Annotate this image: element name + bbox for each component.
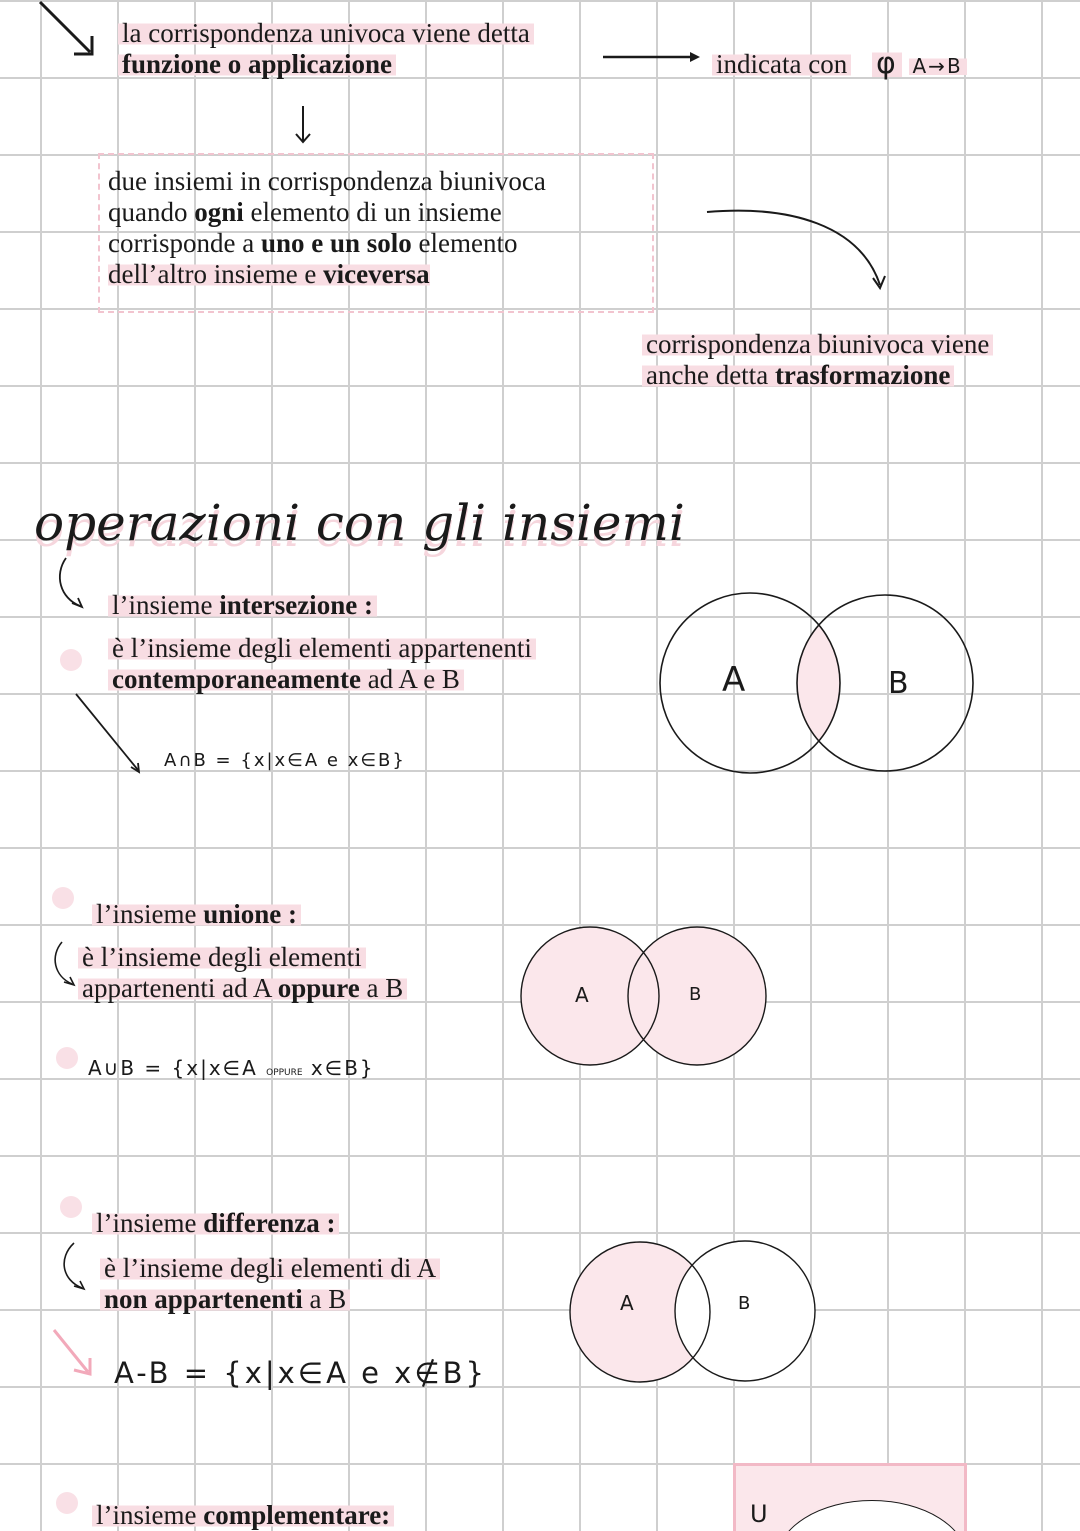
text-line: è l’insieme degli elementi appartenenti <box>108 633 536 663</box>
section-title: operazioni con gli insiemi <box>34 494 685 552</box>
intersezione-formula: A∩B = {x|x∈A e x∈B} <box>164 750 406 771</box>
text-part: a B <box>359 973 404 1003</box>
text-part: anche detta <box>646 360 775 390</box>
text-part: a B <box>302 1284 347 1314</box>
bold-term: funzione o applicazione <box>118 49 396 79</box>
bold-term: intersezione : <box>219 590 373 620</box>
biunivoca-definition <box>108 166 546 290</box>
complementare-heading <box>92 1500 394 1531</box>
bullet-dot <box>56 1492 78 1514</box>
text-line: corrispondenza biunivoca viene <box>642 329 993 359</box>
bold-term: uno e un solo <box>260 228 412 258</box>
intersection-venn-diagram <box>650 585 990 785</box>
differenza-formula: A-B = {x|x∈A e x∉B} <box>114 1356 487 1390</box>
text-line: è l’insieme degli elementi di A <box>100 1253 440 1283</box>
text-part: ad A e B <box>360 664 460 694</box>
funzione-definition <box>118 18 534 80</box>
formula-part: A∪B = {x|x∈A <box>88 1056 267 1080</box>
intersezione-definition <box>108 590 536 695</box>
text-part: elemento di un insieme <box>243 197 502 227</box>
set-b-label: B <box>738 1293 753 1314</box>
text-part: l’insieme <box>96 1208 204 1238</box>
bold-term: viceversa <box>323 259 430 289</box>
text-part: corrisponde a <box>108 228 261 258</box>
trasformazione-definition <box>642 329 993 391</box>
text-line: indicata con <box>712 49 851 79</box>
bold-term: contemporaneamente <box>112 664 361 694</box>
text-line: è l’insieme degli elementi <box>78 942 366 972</box>
universe-label: U <box>750 1500 770 1528</box>
bold-term: oppure <box>277 973 360 1003</box>
set-a-label: A <box>575 983 591 1007</box>
unione-description <box>78 942 407 1004</box>
bullet-dot <box>60 649 82 671</box>
complement-set-circle <box>776 1500 967 1531</box>
bold-term: trasformazione <box>774 360 951 390</box>
phi-symbol: φ <box>872 46 902 81</box>
text-part: appartenenti ad A <box>82 973 278 1003</box>
set-a-label: A <box>620 1291 636 1315</box>
bullet-dot <box>56 1047 78 1069</box>
indicata-con <box>712 48 967 82</box>
bold-term: unione : <box>203 899 298 929</box>
text-part: l’insieme <box>112 590 220 620</box>
formula-part: x∈B} <box>302 1056 375 1080</box>
set-b-label: B <box>888 666 911 701</box>
set-a-label: A <box>722 660 748 700</box>
unione-formula <box>88 1056 375 1080</box>
bold-term: differenza : <box>203 1208 336 1238</box>
formula-small-word: OPPURE <box>266 1068 303 1078</box>
differenza-heading <box>92 1208 339 1239</box>
set-b-label: B <box>689 984 704 1005</box>
text-part: l’insieme <box>96 1500 204 1530</box>
text-part: quando <box>108 197 195 227</box>
unione-definition <box>92 899 301 942</box>
union-venn-diagram <box>515 925 775 1075</box>
bold-term: non appartenenti <box>104 1284 303 1314</box>
text-line: due insiemi in corrispondenza biunivoca <box>108 166 546 196</box>
text-line: la corrispondenza univoca viene detta <box>118 18 534 48</box>
differenza-description <box>100 1253 440 1315</box>
text-part: dell’altro insieme e <box>108 259 324 289</box>
text-part: l’insieme <box>96 899 204 929</box>
difference-venn-diagram <box>565 1235 825 1385</box>
bold-term: ogni <box>194 197 244 227</box>
bold-term: complementare: <box>203 1500 391 1530</box>
text-part: elemento <box>411 228 518 258</box>
mapping-notation: A→B <box>909 54 967 78</box>
bullet-dot <box>52 887 74 909</box>
bullet-dot <box>60 1196 82 1218</box>
